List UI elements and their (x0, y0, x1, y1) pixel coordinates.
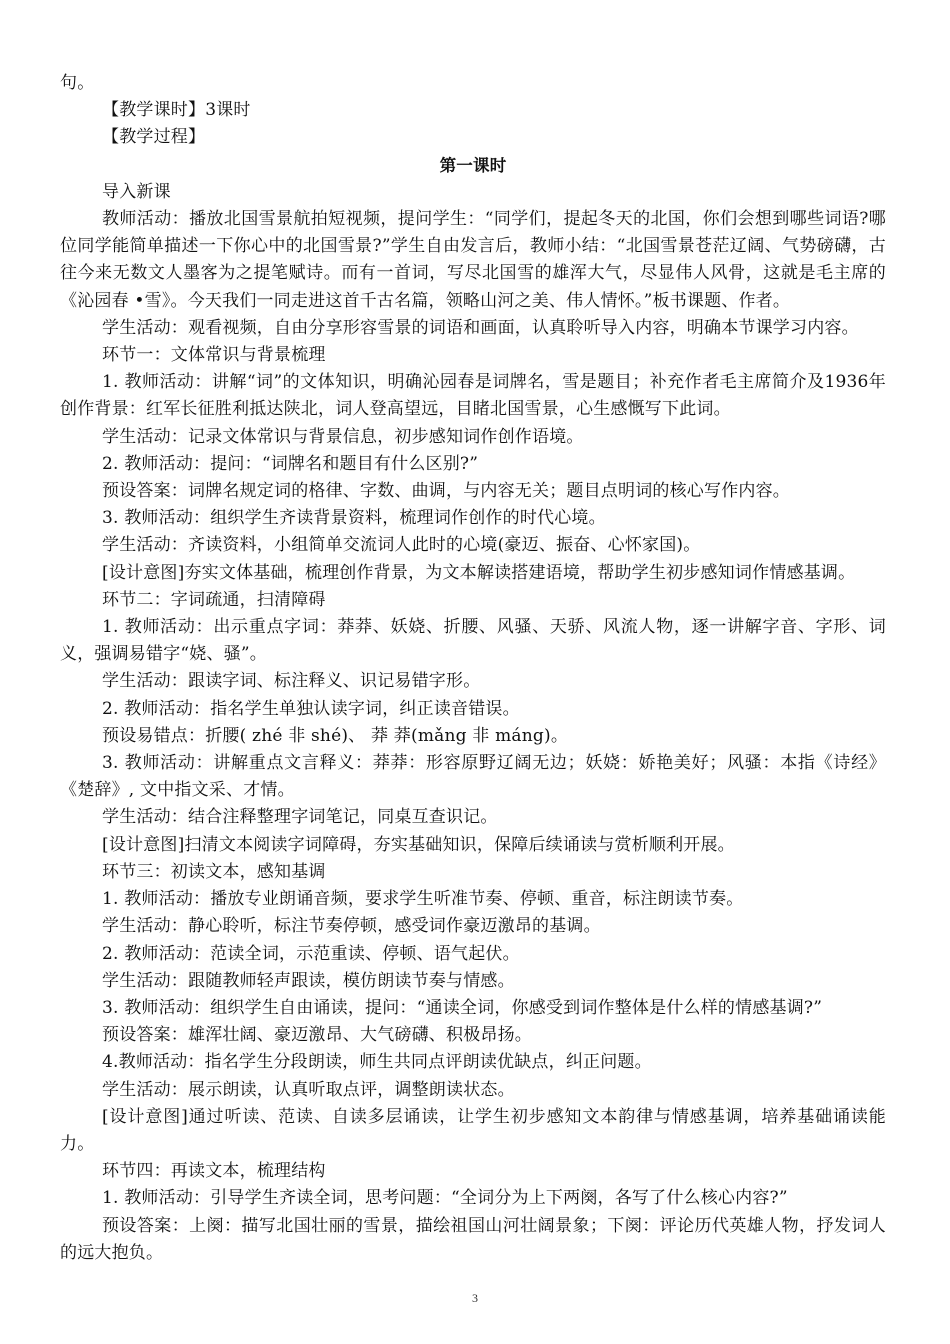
lesson-process-line: 【教学过程】 (102, 127, 206, 148)
paragraph: 预设易错点：折腰( zhé 非 shé)、 莽 莽(mǎng 非 máng)。 (102, 725, 569, 746)
lesson-hours-line: 【教学课时】3课时 (102, 100, 251, 121)
paragraph: 学生活动：齐读资料，小组简单交流词人此时的心境(豪迈、振奋、心怀家国)。 (102, 535, 701, 556)
paragraph: 学生活动：跟随教师轻声跟读，模仿朗读节奏与情感。 (102, 970, 515, 991)
paragraph: 导入新课 (102, 181, 171, 202)
paragraph: 学生活动：观看视频，自由分享形容雪景的词语和画面，认真聆听导入内容，明确本节课学习内容。 (102, 317, 859, 338)
paragraph: [设计意图]通过听读、范读、自读多层诵读，让学生初步感知文本韵律与情感基调，培养基础诵读能力。 (60, 1106, 886, 1154)
paragraph: 环节二：字词疏通，扫清障碍 (102, 589, 326, 610)
paragraph: 环节四：再读文本，梳理结构 (102, 1161, 326, 1182)
paragraph: [设计意图]扫清文本阅读字词障碍，夯实基础知识，保障后续诵读与赏析顺利开展。 (102, 834, 735, 855)
paragraph: 1. 教师活动：出示重点字词：莽莽、妖娆、折腰、风骚、天骄、风流人物，逐一讲解字音、字形、词义，强调易错字“娆、骚”。 (60, 617, 886, 665)
paragraph: 2. 教师活动：范读全词，示范重读、停顿、语气起伏。 (102, 943, 520, 964)
paragraph: 预设答案：词牌名规定词的格律、字数、曲调，与内容无关；题目点明词的核心写作内容。 (102, 481, 790, 502)
paragraph: 学生活动：结合注释整理字词笔记，同桌互查识记。 (102, 807, 498, 828)
section-heading: 第一课时 (439, 155, 507, 175)
paragraph: 预设答案：雄浑壮阔、豪迈激昂、大气磅礴、积极昂扬。 (102, 1025, 532, 1046)
paragraph: 教师活动：播放北国雪景航拍短视频，提问学生：“同学们，提起冬天的北国，你们会想到哪些词语?哪位同学能简单描述一下你心中的北国雪景?”学生自由发言后，教师小结：“北国雪景苍茫辽阔、气势磅礴，古往今来无数文人墨客为之提笔赋诗。而有一首词，写尽北国雪的雄浑大气，尽显伟人风骨，这就是毛主席的《沁园春 •雪》。今天我们一同走进这首千古名篇，领略山河之美、伟人情怀。”板书课题、作者。 (60, 209, 886, 311)
paragraph-list (60, 179, 886, 1267)
paragraph: 3. 教师活动：讲解重点文言释义：莽莽：形容原野辽阔无边；妖娆：娇艳美好；风骚：本指《诗经》《楚辞》, 文中指文采、才情。 (60, 753, 886, 801)
paragraph: 学生活动：记录文体常识与背景信息，初步感知词作创作语境。 (102, 426, 584, 447)
paragraph: 学生活动：跟读字词、标注释义、识记易错字形。 (102, 671, 481, 692)
paragraph: 1. 教师活动：引导学生齐读全词，思考问题：“全词分为上下两阕，各写了什么核心内容?” (102, 1188, 788, 1209)
paragraph: 环节三：初读文本，感知基调 (102, 861, 326, 882)
page-number: 3 (472, 1291, 478, 1305)
paragraph: 1. 教师活动：讲解“词”的文体知识，明确沁园春是词牌名，雪是题目；补充作者毛主席简介及1936年创作背景：红军长征胜利抵达陕北，词人登高望远，目睹北国雪景，心生感慨写下此词。 (60, 372, 886, 420)
paragraph: 4.教师活动：指名学生分段朗读，师生共同点评朗读优缺点，纠正问题。 (102, 1052, 652, 1073)
paragraph: 3. 教师活动：组织学生自由诵读，提问：“通读全词，你感受到词作整体是什么样的情感基调?” (102, 997, 823, 1018)
page-content (60, 70, 886, 1267)
paragraph: 学生活动：展示朗读，认真听取点评，调整朗读状态。 (102, 1079, 515, 1100)
paragraph: [设计意图]夯实文体基础，梳理创作背景，为文本解读搭建语境，帮助学生初步感知词作情感基调。 (102, 562, 856, 583)
paragraph: 学生活动：静心聆听，标注节奏停顿，感受词作豪迈激昂的基调。 (102, 916, 601, 937)
paragraph: 3. 教师活动：组织学生齐读背景资料，梳理词作创作的时代心境。 (102, 508, 606, 529)
paragraph: 预设答案：上阕：描写北国壮丽的雪景，描绘祖国山河壮阔景象；下阕：评论历代英雄人物，抒发词人的远大抱负。 (60, 1215, 886, 1263)
paragraph: 2. 教师活动：提问：“词牌名和题目有什么区别?” (102, 453, 479, 474)
paragraph: 1. 教师活动：播放专业朗诵音频，要求学生听准节奏、停顿、重音，标注朗读节奏。 (102, 889, 744, 910)
continuation-line: 句。 (60, 73, 95, 93)
paragraph: 环节一：文体常识与背景梳理 (102, 345, 326, 366)
paragraph: 2. 教师活动：指名学生单独认读字词，纠正读音错误。 (102, 698, 520, 719)
